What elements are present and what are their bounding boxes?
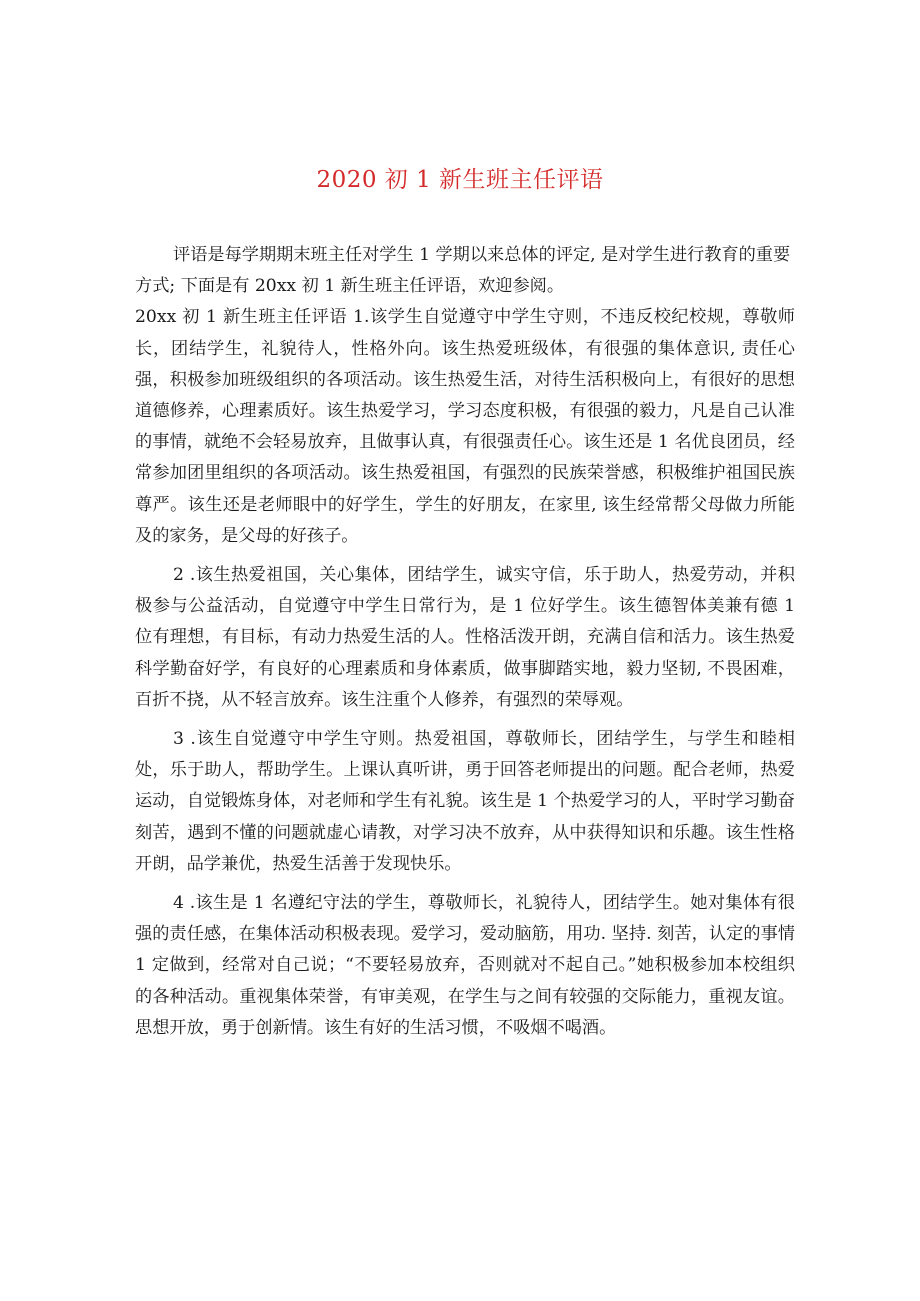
document-title: 2020 初 1 新生班主任评语 — [316, 167, 604, 193]
intro-line-2: 方式; 下面是有 20xx 初 1 新生班主任评语，欢迎参阅。 — [135, 276, 565, 297]
comment-paragraph-1: 20xx 初 1 新生班主任评语 1.该学生自觉遵守中学生守则，不违反校纪校规，尊敬师长，团结学生，礼貌待人，性格外向。该生热爱班级体，有很强的集体意识, 责任心强，积极参加班级组织的各项活动。该生热爱生活，对待生活积极向上，有很好的思想道德修养，心理素质好。该生热爱学习，学习态度积极，有很强的毅力，凡是自己认准的事情，就绝不会轻易放弃，且做事认真，有很强责任心。该生还是 1 名优良团员，经常参加团里组织的各项活动。该生热爱祖国，有强烈的民族荣誉感，积极维护祖国民族尊严。该生还是老师眼中的好学生，学生的好朋友，在家里, 该生经常帮父母做力所能及的家务，是父母的好孩子。 — [135, 307, 795, 546]
comment-paragraph-4: 4 .该生是 1 名遵纪守法的学生，尊敬师长，礼貌待人，团结学生。她对集体有很强的责任感，在集体活动积极表现。爱学习，爱动脑筋，用功. 坚持. 刻苦，认定的事情 1 定做到，经常对自己说；“不要轻易放弃，否则就对不起自己。”她积极参加本校组织的各种活动。重视集体荣誉，有审美观，在学生与之间有较强的交际能力，重视友谊。思想开放，勇于创新情。该生有好的生活习惯，不吸烟不喝酒。 — [135, 893, 795, 1038]
comment-paragraph-2: 2 .该生热爱祖国，关心集体，团结学生，诚实守信，乐于助人，热爱劳动，并积极参与公益活动，自觉遵守中学生日常行为，是 1 位好学生。该生德智体美兼有德 1 位有理想，有目标，有动力热爱生活的人。性格活泼开朗，充满自信和活力。该生热爱科学勤奋好学，有良好的心理素质和身体素质，做事脚踏实地，毅力坚韧, 不畏困难，百折不挠，从不轻言放弃。该生注重个人修养，有强烈的荣辱观。 — [135, 565, 795, 710]
intro-line-1: 评语是每学期期末班主任对学生 1 学期以来总体的评定, 是对学生进行教育的重要 — [173, 245, 791, 265]
document-body — [135, 240, 795, 1052]
comment-paragraph-3: 3 .该生自觉遵守中学生守则。热爱祖国，尊敬师长，团结学生，与学生和睦相处，乐于助人，帮助学生。上课认真听讲，勇于回答老师提出的问题。配合老师，热爱运动，自觉锻炼身体，对老师和学生有礼貌。该生是 1 个热爱学习的人，平时学习勤奋刻苦，遇到不懂的问题就虚心请教，对学习决不放弃，从中获得知识和乐趣。该生性格开朗，品学兼优，热爱生活善于发现快乐。 — [135, 729, 795, 874]
